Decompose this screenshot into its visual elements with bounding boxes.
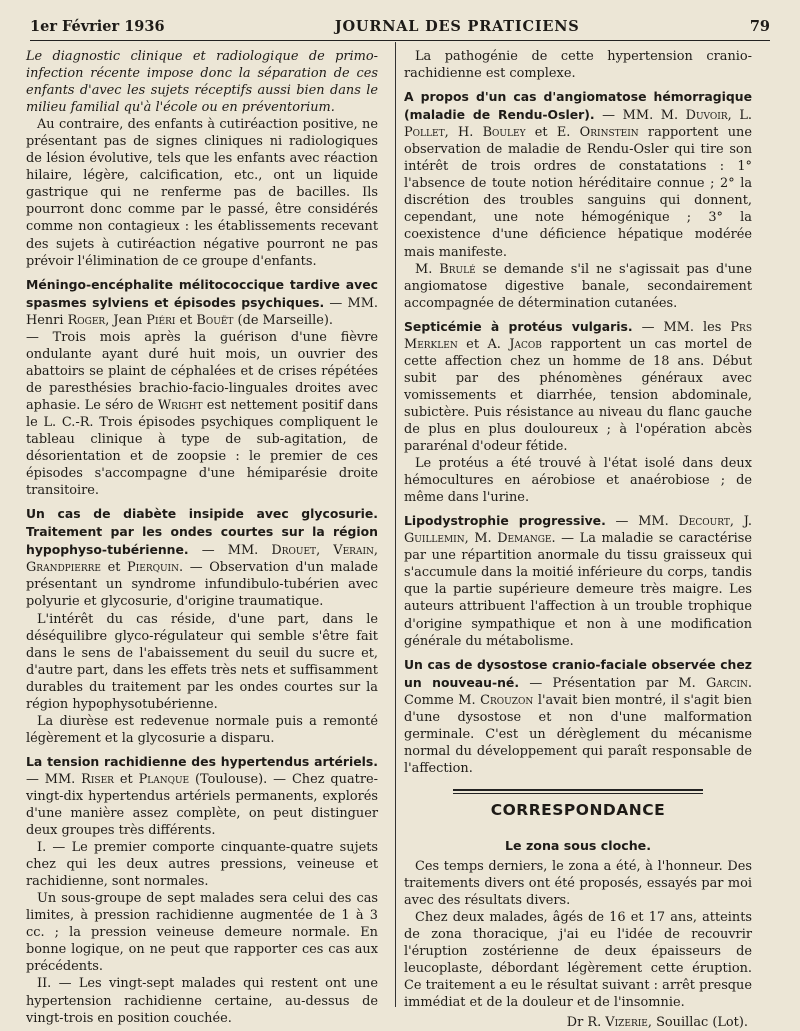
article-body — [404, 261, 752, 312]
author-name: Duvoir — [685, 108, 728, 124]
article-body: L'intérêt du cas réside, d'une part, dans le déséquilibre glyco-régulateur qui semble s'être fait dans le sens de l'abaissement du seuil du sucre et, d'autre part, dans les effets très nets et suffisamment durables du traitement par les ondes courtes sur la région hypophysotubérienne. — [26, 611, 378, 712]
section-rule — [453, 789, 703, 791]
running-header — [30, 14, 770, 38]
continued-paragraph: La pathogénie de cette hypertension cranio-rachidienne est complexe. — [404, 49, 752, 82]
article-title: La tension rachidienne des hypertendus artériels. — [26, 753, 378, 769]
letter-body: Ces temps derniers, le zona a été, à l'honneur. Des traitements divers ont été proposés, essayés par moi avec des résultats divers. — [404, 859, 752, 909]
text: , — [729, 514, 744, 530]
author-name: Wright — [157, 397, 203, 413]
column-divider — [395, 42, 396, 1007]
left-column — [26, 48, 378, 1027]
text: — Présentation par M. — [519, 675, 706, 691]
page-number: 79 — [749, 17, 770, 35]
text: et — [113, 771, 139, 787]
author-name: Riser — [81, 771, 114, 787]
text: et — [100, 560, 128, 576]
text: , — [727, 108, 740, 124]
intro-italic: Le diagnostic clinique et radiologique de primo-infection récente impose donc la séparation de ces enfants d'avec les sujets réceptifs aussi bien dans le milieu familial qu'à l'école ou en préventorium. — [26, 49, 378, 116]
article-body: Un sous-groupe de sept malades sera celui des cas limites, à pression rachidienne augmentée de 1 à 3 cc. ; la pression veineuse demeure normale. En bonne logique, on ne peut que rapporter ces cas aux précédents. — [26, 891, 378, 975]
text: — MM. — [188, 543, 272, 559]
text: — MM. — [605, 514, 679, 530]
issue-date: 1er Février 1936 — [30, 17, 165, 35]
author-name: Pierquin — [127, 560, 179, 576]
text: . — Observation d'un malade présentant un syndrome infundibulo-tubérien avec polyurie et glycosurie, d'origine traumatique. — [26, 560, 378, 610]
text: , — [316, 543, 334, 559]
text: — MM. — [26, 771, 82, 787]
author-name: Grandpierre — [26, 560, 101, 576]
author-name: Crouzon — [480, 692, 534, 708]
article-dysostose — [404, 656, 752, 777]
text: Dr — [566, 1015, 588, 1031]
article-angiomatose — [404, 88, 752, 260]
letter-title: Le zona sous cloche. — [505, 837, 651, 853]
author-name: Planque — [138, 771, 190, 787]
article-title: Un cas de dysostose cranio-faciale observée chez un nouveau-né. — [404, 656, 752, 690]
article-title: Septicémie à protéus vulgaris. — [404, 318, 633, 334]
article-body: La diurèse est redevenue normale puis a remonté légèrement et la glycosurie a disparu. — [26, 713, 378, 746]
text: . — La maladie se caractérise par une répartition anormale du tissu graisseux qui s'accumule dans la moitié inférieure du corps, tandis que la partie supérieure demeure très maigre. Les auteurs attribuent l'affection à un trouble trophique d'origine sympathique et non à une modification générale du métabolisme. — [404, 531, 752, 649]
journal-title: JOURNAL DES PRATICIENS — [334, 17, 580, 35]
author-name: Prs Merklen — [404, 319, 752, 352]
author-name: Brulé — [439, 261, 476, 277]
article-title: Lipodystrophie progressive. — [404, 513, 606, 529]
text: (Toulouse). — Chez quatre-vingt-dix hypertendus artériels permanents, explorés d'une manière assez complète, on peut distinguer deux groupes très différents. — [26, 771, 378, 839]
author-name: J. Guillemin — [404, 514, 752, 547]
letter-signature — [404, 1014, 752, 1031]
text: (de Marseille). — [233, 312, 333, 328]
article-title: Méningo-encéphalite mélitococcique tardive avec spasmes sylviens et épisodes psychiques. — [26, 276, 378, 310]
text: et — [457, 336, 488, 352]
article-tension — [26, 753, 378, 839]
section-rule — [453, 793, 703, 794]
text: , — [373, 543, 378, 559]
author-name: Decourt — [678, 514, 730, 530]
article-body: II. — Les vingt-sept malades qui restent ont une hypertension rachidienne certaine, au-dessus de vingt-trois en position couchée. — [26, 976, 378, 1026]
article-title: A propos d'un cas d'angiomatose hémorragique (maladie de Rendu-Osler). — [404, 89, 752, 123]
text: — MM. Henri — [26, 295, 378, 328]
author-name: M. Demange — [474, 531, 552, 547]
text: , Jean — [105, 312, 147, 328]
text: , — [444, 125, 458, 141]
author-name: Garcin — [706, 675, 748, 691]
author-name: Bouët — [196, 312, 234, 328]
header-rule — [30, 40, 770, 41]
text: — MM. M. — [594, 108, 686, 124]
text: l'avait bien montré, il s'agit bien d'une dysostose et non d'une malformation germinale. C'est un dérèglement du mécanisme normal du développement qui paraît responsable de l'affection. — [404, 692, 752, 776]
text: et — [525, 125, 557, 141]
text: — MM. les — [632, 319, 731, 335]
author-name: L. Pollet — [404, 108, 752, 141]
text: , — [464, 531, 475, 547]
article-title: Un cas de diabète insipide avec glycosurie. Traitement par les ondes courtes sur la région hypophyso-tubérienne. — [26, 506, 378, 558]
article-meningo — [26, 276, 378, 329]
correspondance-heading: CORRESPONDANCE — [490, 800, 666, 819]
text: est nettement positif dans le L. C.-R. Trois épisodes psychiques compliquent le tableau clinique à type de sub-agitation, de désorientation et de zoopsie : le premier de ces épisodes s'accompagne d'une hémiparésie droite transitoire. — [26, 397, 379, 499]
intro-paragraph: Au contraire, des enfants à cutiréaction positive, ne présentant pas de signes cliniques ni radiologiques de lésion évolutive, tels que les enfants avec réaction hilaire, légère, calcification, etc., ont un liquide gastrique qui ne renferme pas de bacilles. Ils pourront donc comme par le passé, être considérés comme non contagieux : les établissements recevant des sujets à cutiréaction négative pourront ne pas prévoir l'élimination de ce groupe d'enfants. — [26, 117, 378, 269]
text: . Comme M. — [404, 675, 752, 708]
right-column — [404, 48, 752, 1031]
text: et — [175, 312, 197, 328]
author-name: Drouet — [271, 543, 317, 559]
author-name: R. Vizerie — [587, 1015, 648, 1031]
author-name: Piéri — [146, 312, 176, 328]
text: rapportent une observation de maladie de Rendu-Osler qui tire son intérêt de trois ordres de constatations : 1° l'absence de toute notion héréditaire connue ; 2° la discrétion des troubles sanguins qui donnent, cependant, une note hémogénique ; 3° la coexistence d'une déficience hépatique modérée mais manifeste. — [404, 125, 752, 260]
text: se demande s'il ne s'agissait pas d'une angiomatose digestive banale, secondairement accompagnée de détermination cutanées. — [404, 261, 752, 311]
text: — Trois mois après la guérison d'une fièvre ondulante ayant duré huit mois, un ouvrier des abattoirs se plaint de céphalées et de crises répétées de paresthésies brachio-facio-linguales droites avec aphasie. Le séro de — [26, 329, 378, 413]
letter-body: Chez deux malades, âgés de 16 et 17 ans, atteints de zona thoracique, j'ai eu l'idée de recouvrir l'éruption zostérienne de deux épaisseurs de leucoplaste, débordant légèrement cette éruption. Ce traitement a eu le résultat suivant : arrêt presque immédiat et de la douleur et de l'insomnie. — [404, 910, 752, 1011]
author-name: H. Bouley — [457, 125, 526, 141]
article-body: Le protéus a été trouvé à l'état isolé dans deux hémocultures en aérobiose et anaérobiose ; de même dans l'urine. — [404, 456, 752, 506]
text: , Souillac (Lot). — [647, 1015, 748, 1031]
article-body — [26, 329, 378, 499]
article-septicemie — [404, 318, 752, 455]
article-lipodystrophie — [404, 512, 752, 649]
text: rapportent un cas mortel de cette affection chez un homme de 18 ans. Début subit par des phénomènes généraux avec vomissements et diarrhée, tension abdominale, subictère. Puis résistance au niveau du flanc gauche de plus en plus douloureux ; à l'opération abcès pararénal d'odeur fétide. — [404, 336, 752, 455]
author-name: Verain — [333, 543, 374, 559]
article-body: I. — Le premier comporte cinquante-quatre sujets chez qui les deux autres pressions, veineuse et rachidienne, sont normales. — [26, 840, 378, 890]
author-name: E. Orinstein — [556, 125, 639, 141]
author-name: A. Jacob — [487, 336, 542, 352]
article-diabete — [26, 505, 378, 610]
author-name: Roger — [67, 312, 106, 328]
text: M. — [415, 261, 440, 277]
